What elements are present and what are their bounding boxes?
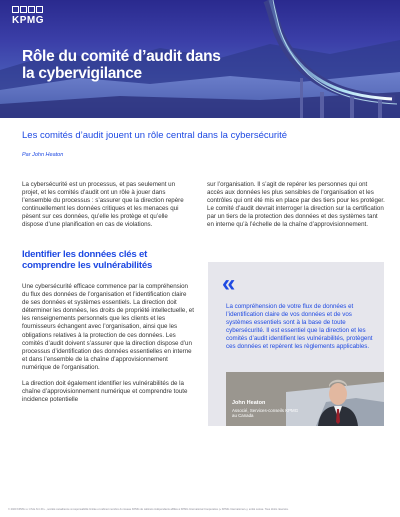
page-title: Rôle du comité d’audit dans la cybervigilance [22, 48, 221, 82]
byline: Par John Heaton [22, 152, 64, 158]
legal-footer: © 2020 KPMG s.r.l./S.E.N.C.R.L., société canadienne à responsabilité limitée et cabinet membre du réseau KPMG de cabinets indépendants affiliés à KPMG International Cooperative (« KPMG International »), entité suisse. Tous droits réservés. [8, 508, 289, 511]
pull-quote-text: La compréhension de votre flux de données et l’identification claire de vos données et de vos systèmes essentiels sont à la base de toute cybersécurité. Il est essentiel que la direction et les comités d’audit identifient les vulnérabilités, protègent ces données et repèrent les règlements applicables. [226, 303, 373, 351]
closing-paragraph [22, 380, 194, 404]
logo-text: KPMG [12, 15, 44, 26]
section-paragraph-text: Une cybersécurité efficace commence par la compréhension du flux des données de l’organisation et l’identification claire de ses données et systèmes essentiels. La direction doit déterminer les données, les droits de propriété intellectuelle, et les renseignements personnels que les clients et les fournisseurs échangent avec l’organisation, ainsi que les obligations relatives à la protection de ces données. Les comités d’audit doivent s’assurer que la direction dispose d’un processus d’identification des données essentielles en interne et dans l’ensemble de la chaîne d’approvisionnement numérique de l’organisation. [22, 283, 194, 371]
article-subtitle: Les comités d’audit jouent un rôle central dans la cybersécurité [22, 130, 288, 141]
right-column-paragraph [207, 181, 385, 230]
closing-paragraph-text: La direction doit également identifier les vulnérabilités de la chaîne d’approvisionnement numérique et comprendre toute incidence potentielle [22, 380, 188, 404]
hero-banner [0, 0, 400, 118]
right-column-paragraph-text: sur l’organisation. Il s’agit de repérer les personnes qui ont accès aux données les plus sensibles de l’organisation et les contrôles qui ont été mis en place par des tiers pour les protéger. Le comité d’audit devrait interroger la direction sur la certification par un tiers de la protection des données et des systèmes tant en interne qu’à l’échelle de la chaîne d’approvisionnement. [207, 181, 385, 229]
author-name: John Heaton [232, 400, 266, 406]
intro-paragraph-text: La cybersécurité est un processus, et pas seulement un projet, et les comités d’audit ont un rôle à jouer dans l’ensemble du processus : s’assurer que la direction repère continuellement les données critiques et les menaces qui pèsent sur ces données, qu’elle les protège et qu’elle dispose d’une planification en cas de violations. [22, 181, 184, 229]
section-heading: Identifier les données clés et comprendre les vulnérabilités [22, 249, 153, 271]
logo-squares [12, 6, 44, 13]
intro-paragraph [22, 181, 190, 230]
quote-mark-icon: « [222, 270, 233, 297]
author-role: Associé, Services-conseils KPMG au Canada [232, 408, 299, 419]
kpmg-logo [12, 6, 44, 26]
section-paragraph [22, 283, 194, 372]
